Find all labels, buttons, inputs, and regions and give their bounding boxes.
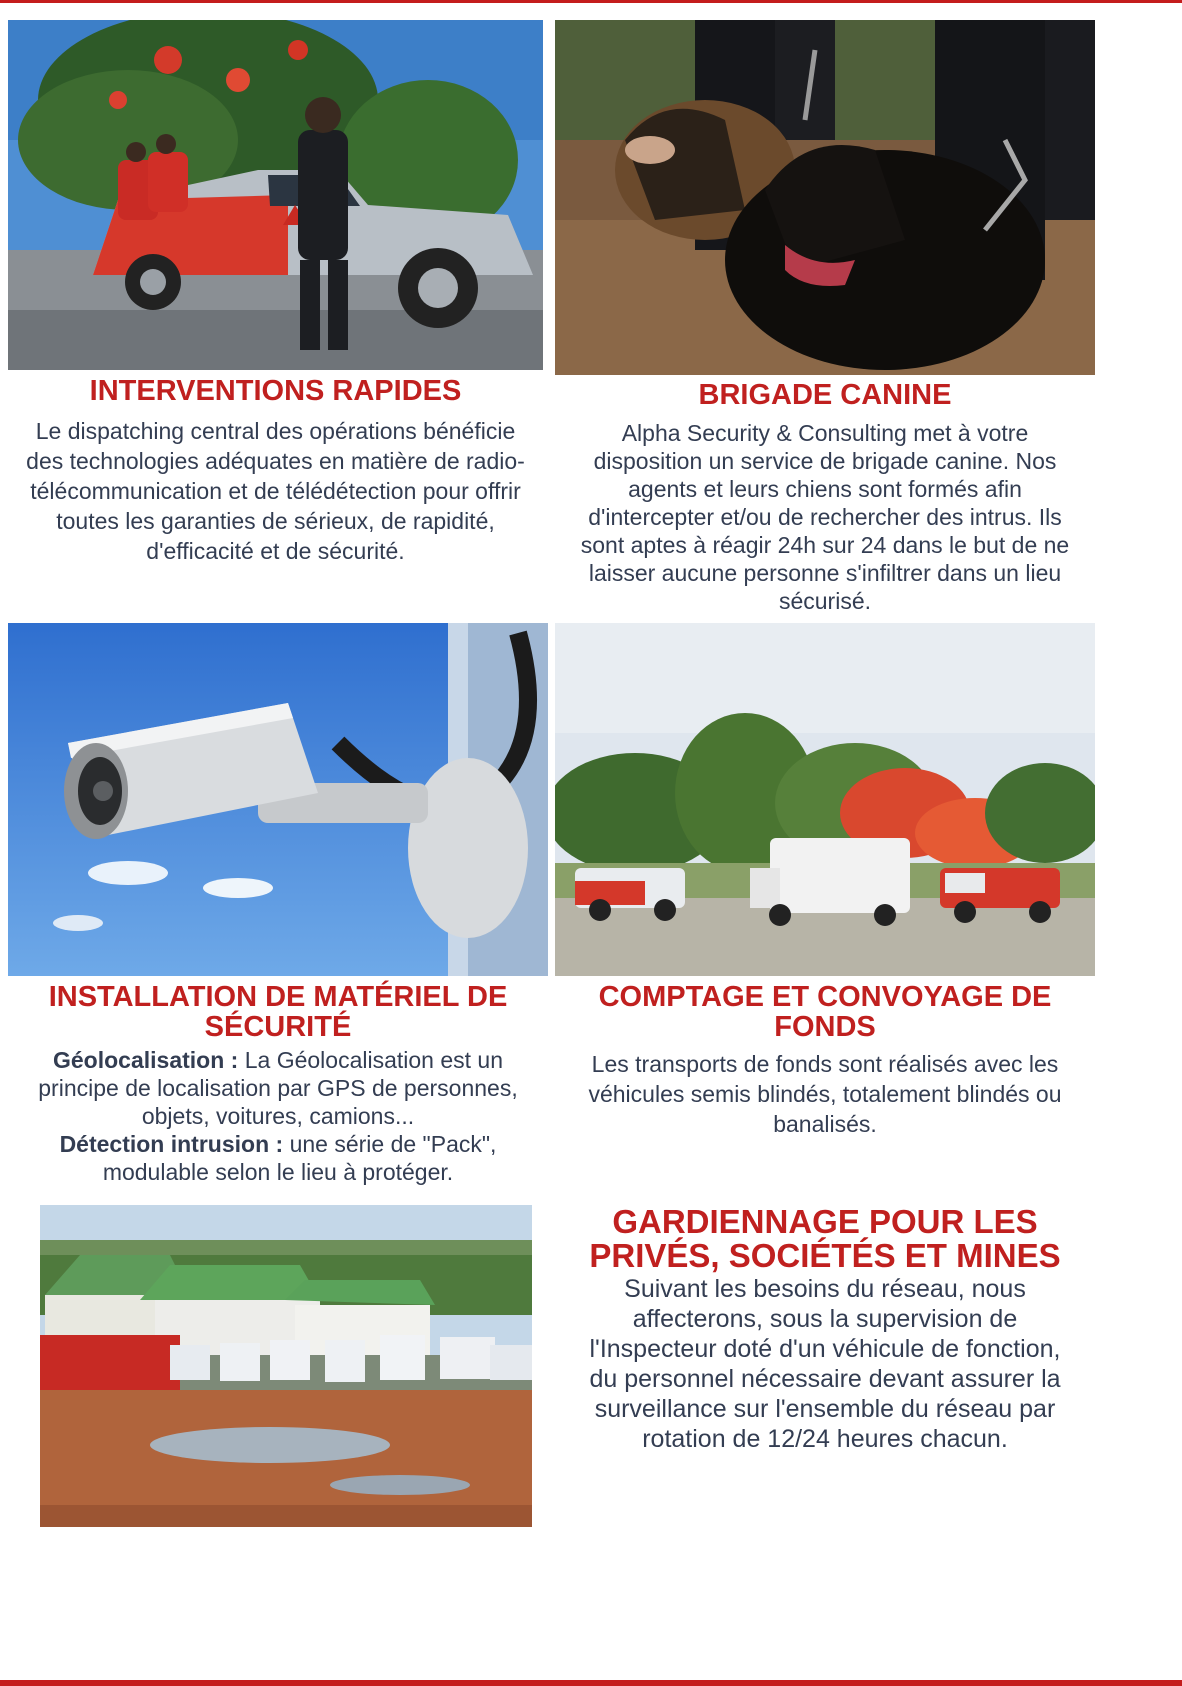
geolocalisation-line — [8, 1046, 548, 1074]
body-line: d'intercepter et/ou de rechercher des intrus. Ils — [588, 504, 1062, 530]
body-line: Le dispatching central des opérations bénéficie — [35, 418, 516, 444]
body-line: sont aptes à réagir 24h sur 24 dans le but de ne — [580, 532, 1070, 558]
body-line: rotation de 12/24 heures chacun. — [642, 1425, 1008, 1453]
body-line: objets, voitures, camions... — [141, 1103, 415, 1129]
body-line: des technologies adéquates en matière de radio- — [26, 448, 525, 474]
body-line: Les transports de fonds sont réalisés avec les — [591, 1051, 1059, 1077]
intrusion-line — [8, 1130, 548, 1158]
body-line: banalisés. — [773, 1111, 877, 1137]
card-title-gardiennage — [555, 1205, 1095, 1273]
card-body-brigade-canine — [555, 419, 1095, 615]
body-text: une série de "Pack", — [283, 1131, 497, 1157]
body-line: affecterons, sous la supervision de — [632, 1305, 1018, 1333]
card-body-gardiennage — [555, 1274, 1095, 1454]
staff-and-fleet-photo — [40, 1205, 532, 1527]
body-line: agents et leurs chiens sont formés afin — [628, 476, 1022, 502]
top-divider — [0, 0, 1182, 3]
card-title-installation — [8, 982, 548, 1042]
body-line: laisser aucune personne s'infiltrer dans un lieu — [588, 560, 1062, 586]
bottom-divider — [0, 1680, 1182, 1686]
cctv-camera-photo — [8, 623, 548, 976]
card-body-interventions — [8, 416, 543, 566]
body-line: principe de localisation par GPS de personnes, — [38, 1075, 518, 1101]
title-line: FONDS — [774, 1011, 876, 1043]
body-text: La Géolocalisation est un — [238, 1047, 503, 1073]
title-line: INSTALLATION DE MATÉRIEL DE — [48, 981, 508, 1013]
convoy-vehicles-photo — [555, 623, 1095, 976]
title-line: GARDIENNAGE POUR LES — [612, 1203, 1038, 1240]
title-line: COMPTAGE ET CONVOYAGE DE — [598, 981, 1052, 1013]
title-line: SÉCURITÉ — [204, 1011, 352, 1043]
body-line: Alpha Security & Consulting met à votre — [621, 420, 1029, 446]
body-line: Suivant les besoins du réseau, nous — [624, 1275, 1026, 1303]
guard-dogs-photo — [555, 20, 1095, 375]
body-line: du personnel nécessaire devant assurer la — [589, 1365, 1061, 1393]
body-line: d'efficacité et de sécurité. — [146, 538, 405, 564]
body-line: véhicules semis blindés, totalement blindés ou — [588, 1081, 1062, 1107]
body-line: modulable selon le lieu à protéger. — [102, 1159, 454, 1185]
body-line: disposition un service de brigade canine. Nos — [593, 448, 1057, 474]
card-body-installation — [8, 1046, 548, 1186]
body-line: toutes les garanties de sérieux, de rapidité, — [56, 508, 495, 534]
card-title-brigade-canine: BRIGADE CANINE — [698, 379, 952, 411]
card-body-comptage — [555, 1049, 1095, 1139]
body-line: sécurisé. — [778, 588, 872, 614]
intrusion-label: Détection intrusion : — [59, 1131, 284, 1157]
title-line: PRIVÉS, SOCIÉTÉS ET MINES — [589, 1237, 1061, 1274]
card-title-comptage — [555, 982, 1095, 1042]
card-title-interventions: INTERVENTIONS RAPIDES — [89, 375, 462, 407]
body-line: surveillance sur l'ensemble du réseau par — [594, 1395, 1056, 1423]
geolocalisation-label: Géolocalisation : — [53, 1047, 239, 1073]
security-pickup-truck-photo — [8, 20, 543, 370]
body-line: l'Inspecteur doté d'un véhicule de fonction, — [589, 1335, 1061, 1363]
body-line: télécommunication et de télédétection pour offrir — [30, 478, 521, 504]
